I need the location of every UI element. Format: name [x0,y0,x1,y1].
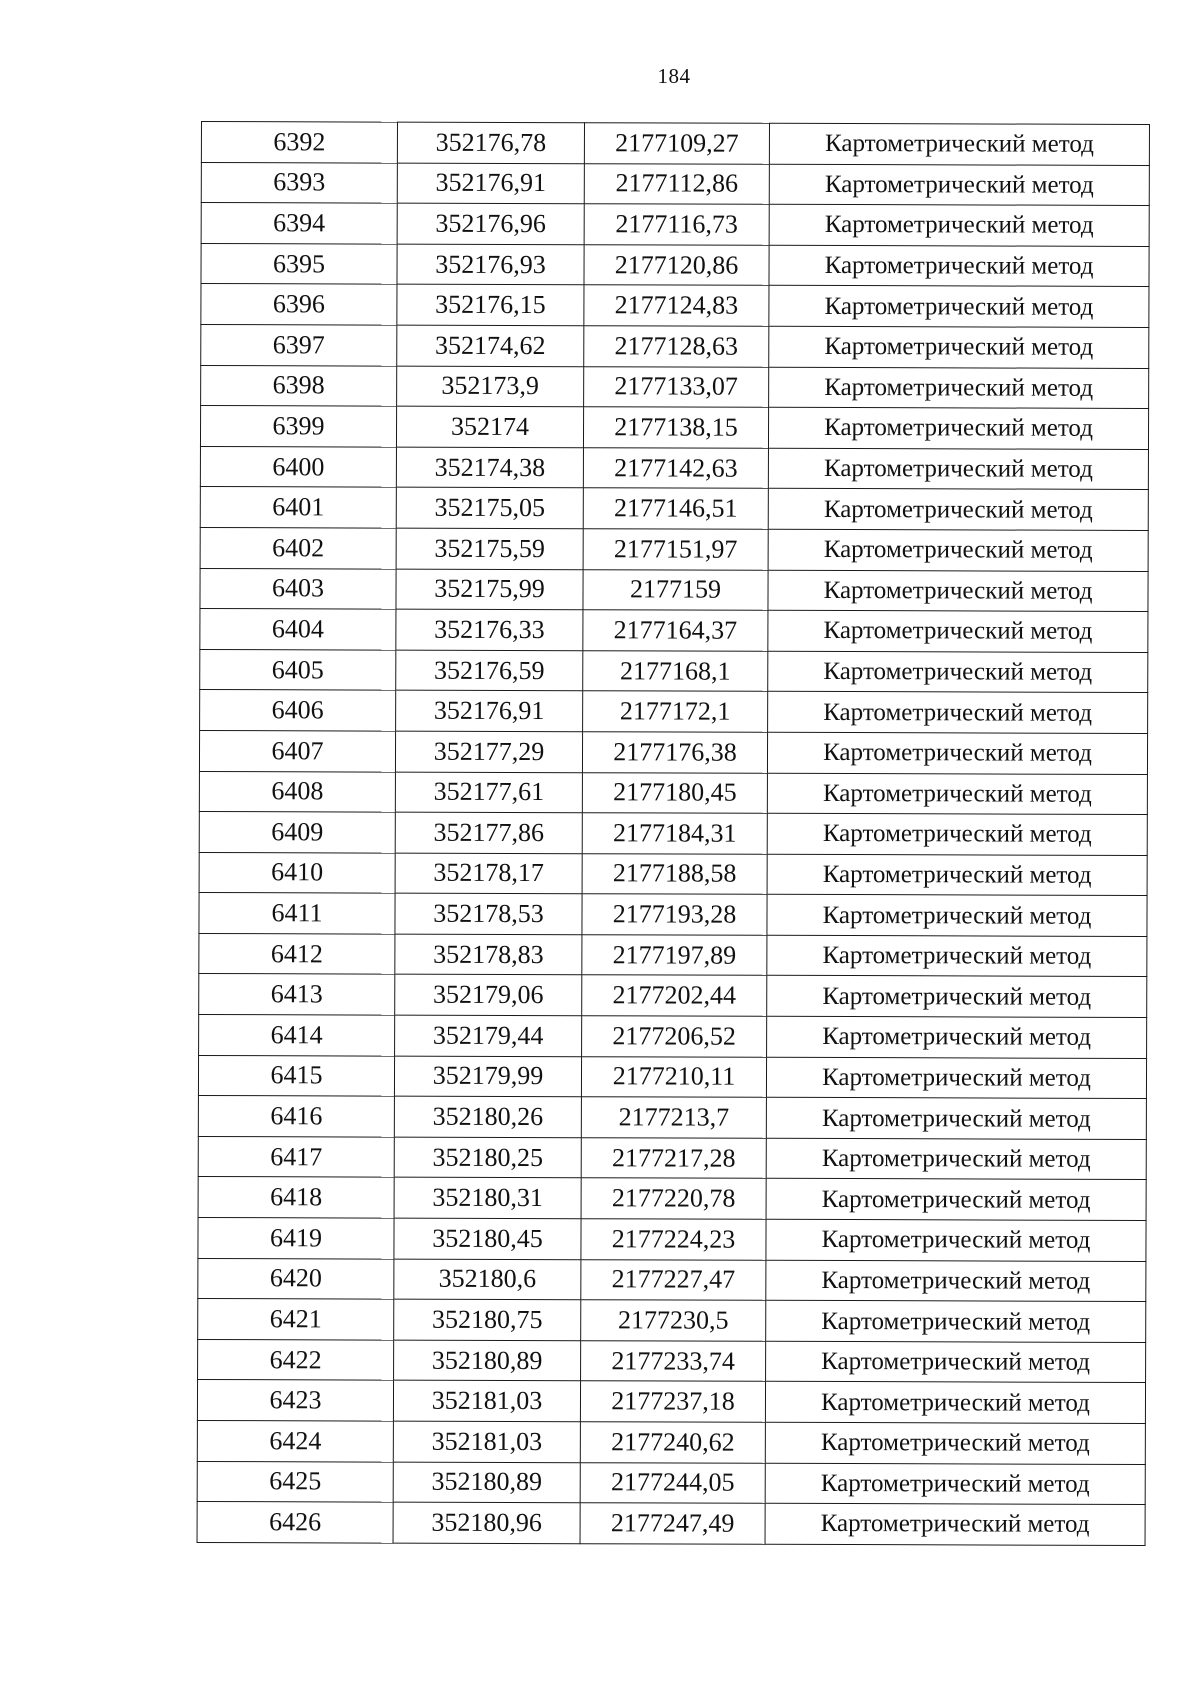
point-number-cell: 6395 [201,243,397,284]
y-coordinate-cell: 2177124,83 [584,285,769,326]
y-coordinate-cell: 2177244,05 [580,1462,765,1503]
table-row [198,1177,1146,1221]
point-number-cell: 6426 [197,1502,393,1543]
table-row [201,243,1149,287]
y-coordinate-cell: 2177184,31 [582,813,767,854]
method-cell: Картометрический метод [766,1300,1146,1342]
point-number-cell: 6413 [199,974,395,1015]
method-cell: Картометрический метод [767,895,1147,937]
point-number-cell: 6417 [198,1136,394,1177]
y-coordinate-cell: 2177142,63 [583,447,768,488]
y-coordinate-cell: 2177240,62 [580,1422,765,1463]
point-number-cell: 6393 [201,162,397,203]
y-coordinate-cell: 2177247,49 [580,1503,765,1544]
point-number-cell: 6399 [200,406,396,447]
x-coordinate-cell: 352174,62 [397,325,584,366]
method-cell: Картометрический метод [768,407,1148,449]
coordinates-table-body [197,122,1149,1546]
x-coordinate-cell: 352177,86 [395,812,582,853]
method-cell: Картометрический метод [765,1382,1145,1424]
x-coordinate-cell: 352176,93 [397,244,584,285]
x-coordinate-cell: 352181,03 [393,1381,580,1422]
x-coordinate-cell: 352180,89 [394,1340,581,1381]
point-number-cell: 6397 [201,324,397,365]
table-row [201,365,1149,409]
x-coordinate-cell: 352178,17 [395,853,582,894]
x-coordinate-cell: 352176,96 [397,203,584,244]
method-cell: Картометрический метод [766,1260,1146,1302]
table-row [200,568,1148,612]
x-coordinate-cell: 352180,25 [394,1137,581,1178]
x-coordinate-cell: 352179,06 [395,975,582,1016]
x-coordinate-cell: 352179,44 [395,1015,582,1056]
x-coordinate-cell: 352177,61 [395,772,582,813]
point-number-cell: 6401 [200,487,396,528]
x-coordinate-cell: 352176,59 [396,650,583,691]
table-row [200,406,1148,450]
table-row [197,1502,1145,1546]
table-row [201,284,1149,328]
y-coordinate-cell: 2177120,86 [584,244,769,285]
table-row [199,974,1147,1018]
method-cell: Картометрический метод [767,773,1147,815]
x-coordinate-cell: 352174 [396,406,583,447]
x-coordinate-cell: 352180,26 [394,1096,581,1137]
table-row [199,730,1147,774]
method-cell: Картометрический метод [768,489,1148,531]
x-coordinate-cell: 352180,31 [394,1178,581,1219]
table-row [199,893,1147,937]
y-coordinate-cell: 2177164,37 [583,610,768,651]
table-row [201,162,1149,206]
y-coordinate-cell: 2177206,52 [582,1016,767,1057]
method-cell: Картометрический метод [767,935,1147,977]
point-number-cell: 6415 [198,1055,394,1096]
y-coordinate-cell: 2177202,44 [582,975,767,1016]
x-coordinate-cell: 352176,91 [397,163,584,204]
table-row [198,1218,1146,1262]
point-number-cell: 6398 [201,365,397,406]
method-cell: Картометрический метод [769,286,1149,328]
x-coordinate-cell: 352176,78 [397,122,584,163]
point-number-cell: 6421 [198,1299,394,1340]
method-cell: Картометрический метод [766,1341,1146,1383]
method-cell: Картометрический метод [768,651,1148,693]
point-number-cell: 6404 [200,609,396,650]
x-coordinate-cell: 352174,38 [396,447,583,488]
y-coordinate-cell: 2177197,89 [582,935,767,976]
table-row [199,1015,1147,1059]
table-row [197,1461,1145,1505]
table-row [201,122,1149,166]
y-coordinate-cell: 2177188,58 [582,853,767,894]
method-cell: Картометрический метод [765,1503,1145,1545]
x-coordinate-cell: 352175,99 [396,569,583,610]
y-coordinate-cell: 2177220,78 [581,1178,766,1219]
x-coordinate-cell: 352180,96 [393,1502,580,1543]
y-coordinate-cell: 2177138,15 [583,407,768,448]
point-number-cell: 6396 [201,284,397,325]
method-cell: Картометрический метод [766,1098,1146,1140]
table-row [199,933,1147,977]
point-number-cell: 6414 [199,1015,395,1056]
y-coordinate-cell: 2177151,97 [583,529,768,570]
x-coordinate-cell: 352176,15 [397,284,584,325]
table-row [200,446,1148,490]
method-cell: Картометрический метод [768,448,1148,490]
y-coordinate-cell: 2177180,45 [582,772,767,813]
y-coordinate-cell: 2177233,74 [581,1341,766,1382]
x-coordinate-cell: 352180,75 [394,1299,581,1340]
method-cell: Картометрический метод [769,367,1149,409]
point-number-cell: 6408 [199,771,395,812]
x-coordinate-cell: 352176,91 [396,690,583,731]
x-coordinate-cell: 352175,05 [396,487,583,528]
method-cell: Картометрический метод [765,1422,1145,1464]
x-coordinate-cell: 352180,89 [393,1462,580,1503]
table-row [198,1299,1146,1343]
point-number-cell: 6424 [197,1420,393,1461]
table-row [200,487,1148,531]
y-coordinate-cell: 2177217,28 [581,1138,766,1179]
x-coordinate-cell: 352180,6 [394,1259,581,1300]
point-number-cell: 6416 [198,1096,394,1137]
x-coordinate-cell: 352173,9 [397,366,584,407]
y-coordinate-cell: 2177133,07 [584,366,769,407]
method-cell: Картометрический метод [767,813,1147,855]
method-cell: Картометрический метод [769,164,1149,206]
point-number-cell: 6418 [198,1177,394,1218]
table-row [200,527,1148,571]
coordinates-table [197,121,1150,1546]
y-coordinate-cell: 2177230,5 [581,1300,766,1341]
method-cell: Картометрический метод [766,1057,1146,1099]
y-coordinate-cell: 2177213,7 [581,1097,766,1138]
point-number-cell: 6423 [197,1380,393,1421]
y-coordinate-cell: 2177112,86 [584,163,769,204]
table-row [199,771,1147,815]
x-coordinate-cell: 352175,59 [396,528,583,569]
point-number-cell: 6422 [198,1339,394,1380]
table-row [200,649,1148,693]
point-number-cell: 6394 [201,203,397,244]
point-number-cell: 6410 [199,852,395,893]
y-coordinate-cell: 2177146,51 [583,488,768,529]
page-number: 184 [657,64,691,88]
method-cell: Картометрический метод [769,326,1149,368]
table-row [197,1420,1145,1464]
table-row [198,1055,1146,1099]
method-cell: Картометрический метод [767,854,1147,896]
table-row [198,1096,1146,1140]
method-cell: Картометрический метод [766,1179,1146,1221]
x-coordinate-cell: 352181,03 [393,1421,580,1462]
method-cell: Картометрический метод [768,529,1148,571]
method-cell: Картометрический метод [766,1138,1146,1180]
point-number-cell: 6412 [199,933,395,974]
method-cell: Картометрический метод [769,123,1149,165]
point-number-cell: 6402 [200,527,396,568]
point-number-cell: 6407 [199,730,395,771]
method-cell: Картометрический метод [769,245,1149,287]
y-coordinate-cell: 2177116,73 [584,204,769,245]
point-number-cell: 6419 [198,1218,394,1259]
point-number-cell: 6403 [200,568,396,609]
y-coordinate-cell: 2177193,28 [582,894,767,935]
y-coordinate-cell: 2177159 [583,569,768,610]
point-number-cell: 6425 [197,1461,393,1502]
point-number-cell: 6405 [200,649,396,690]
y-coordinate-cell: 2177109,27 [584,123,769,164]
x-coordinate-cell: 352180,45 [394,1218,581,1259]
method-cell: Картометрический метод [768,570,1148,612]
method-cell: Картометрический метод [769,204,1149,246]
table-row [198,1136,1146,1180]
method-cell: Картометрический метод [767,1016,1147,1058]
table-row [201,324,1149,368]
method-cell: Картометрический метод [767,976,1147,1018]
y-coordinate-cell: 2177224,23 [581,1219,766,1260]
point-number-cell: 6400 [200,446,396,487]
y-coordinate-cell: 2177176,38 [582,732,767,773]
table-row [198,1258,1146,1302]
table-row [197,1380,1145,1424]
table-row [200,690,1148,734]
method-cell: Картометрический метод [766,1219,1146,1261]
method-cell: Картометрический метод [767,732,1147,774]
method-cell: Картометрический метод [765,1463,1145,1505]
x-coordinate-cell: 352178,83 [395,934,582,975]
x-coordinate-cell: 352176,33 [396,609,583,650]
x-coordinate-cell: 352177,29 [395,731,582,772]
table-row [198,1339,1146,1383]
method-cell: Картометрический метод [768,610,1148,652]
x-coordinate-cell: 352178,53 [395,893,582,934]
y-coordinate-cell: 2177168,1 [583,650,768,691]
method-cell: Картометрический метод [768,692,1148,734]
y-coordinate-cell: 2177210,11 [581,1056,766,1097]
y-coordinate-cell: 2177128,63 [584,326,769,367]
table-row [199,852,1147,896]
point-number-cell: 6409 [199,812,395,853]
x-coordinate-cell: 352179,99 [394,1056,581,1097]
point-number-cell: 6411 [199,893,395,934]
y-coordinate-cell: 2177227,47 [581,1259,766,1300]
table-row [201,203,1149,247]
y-coordinate-cell: 2177237,18 [580,1381,765,1422]
point-number-cell: 6420 [198,1258,394,1299]
table-row [200,609,1148,653]
y-coordinate-cell: 2177172,1 [583,691,768,732]
point-number-cell: 6406 [200,690,396,731]
point-number-cell: 6392 [201,122,397,163]
table-row [199,812,1147,856]
